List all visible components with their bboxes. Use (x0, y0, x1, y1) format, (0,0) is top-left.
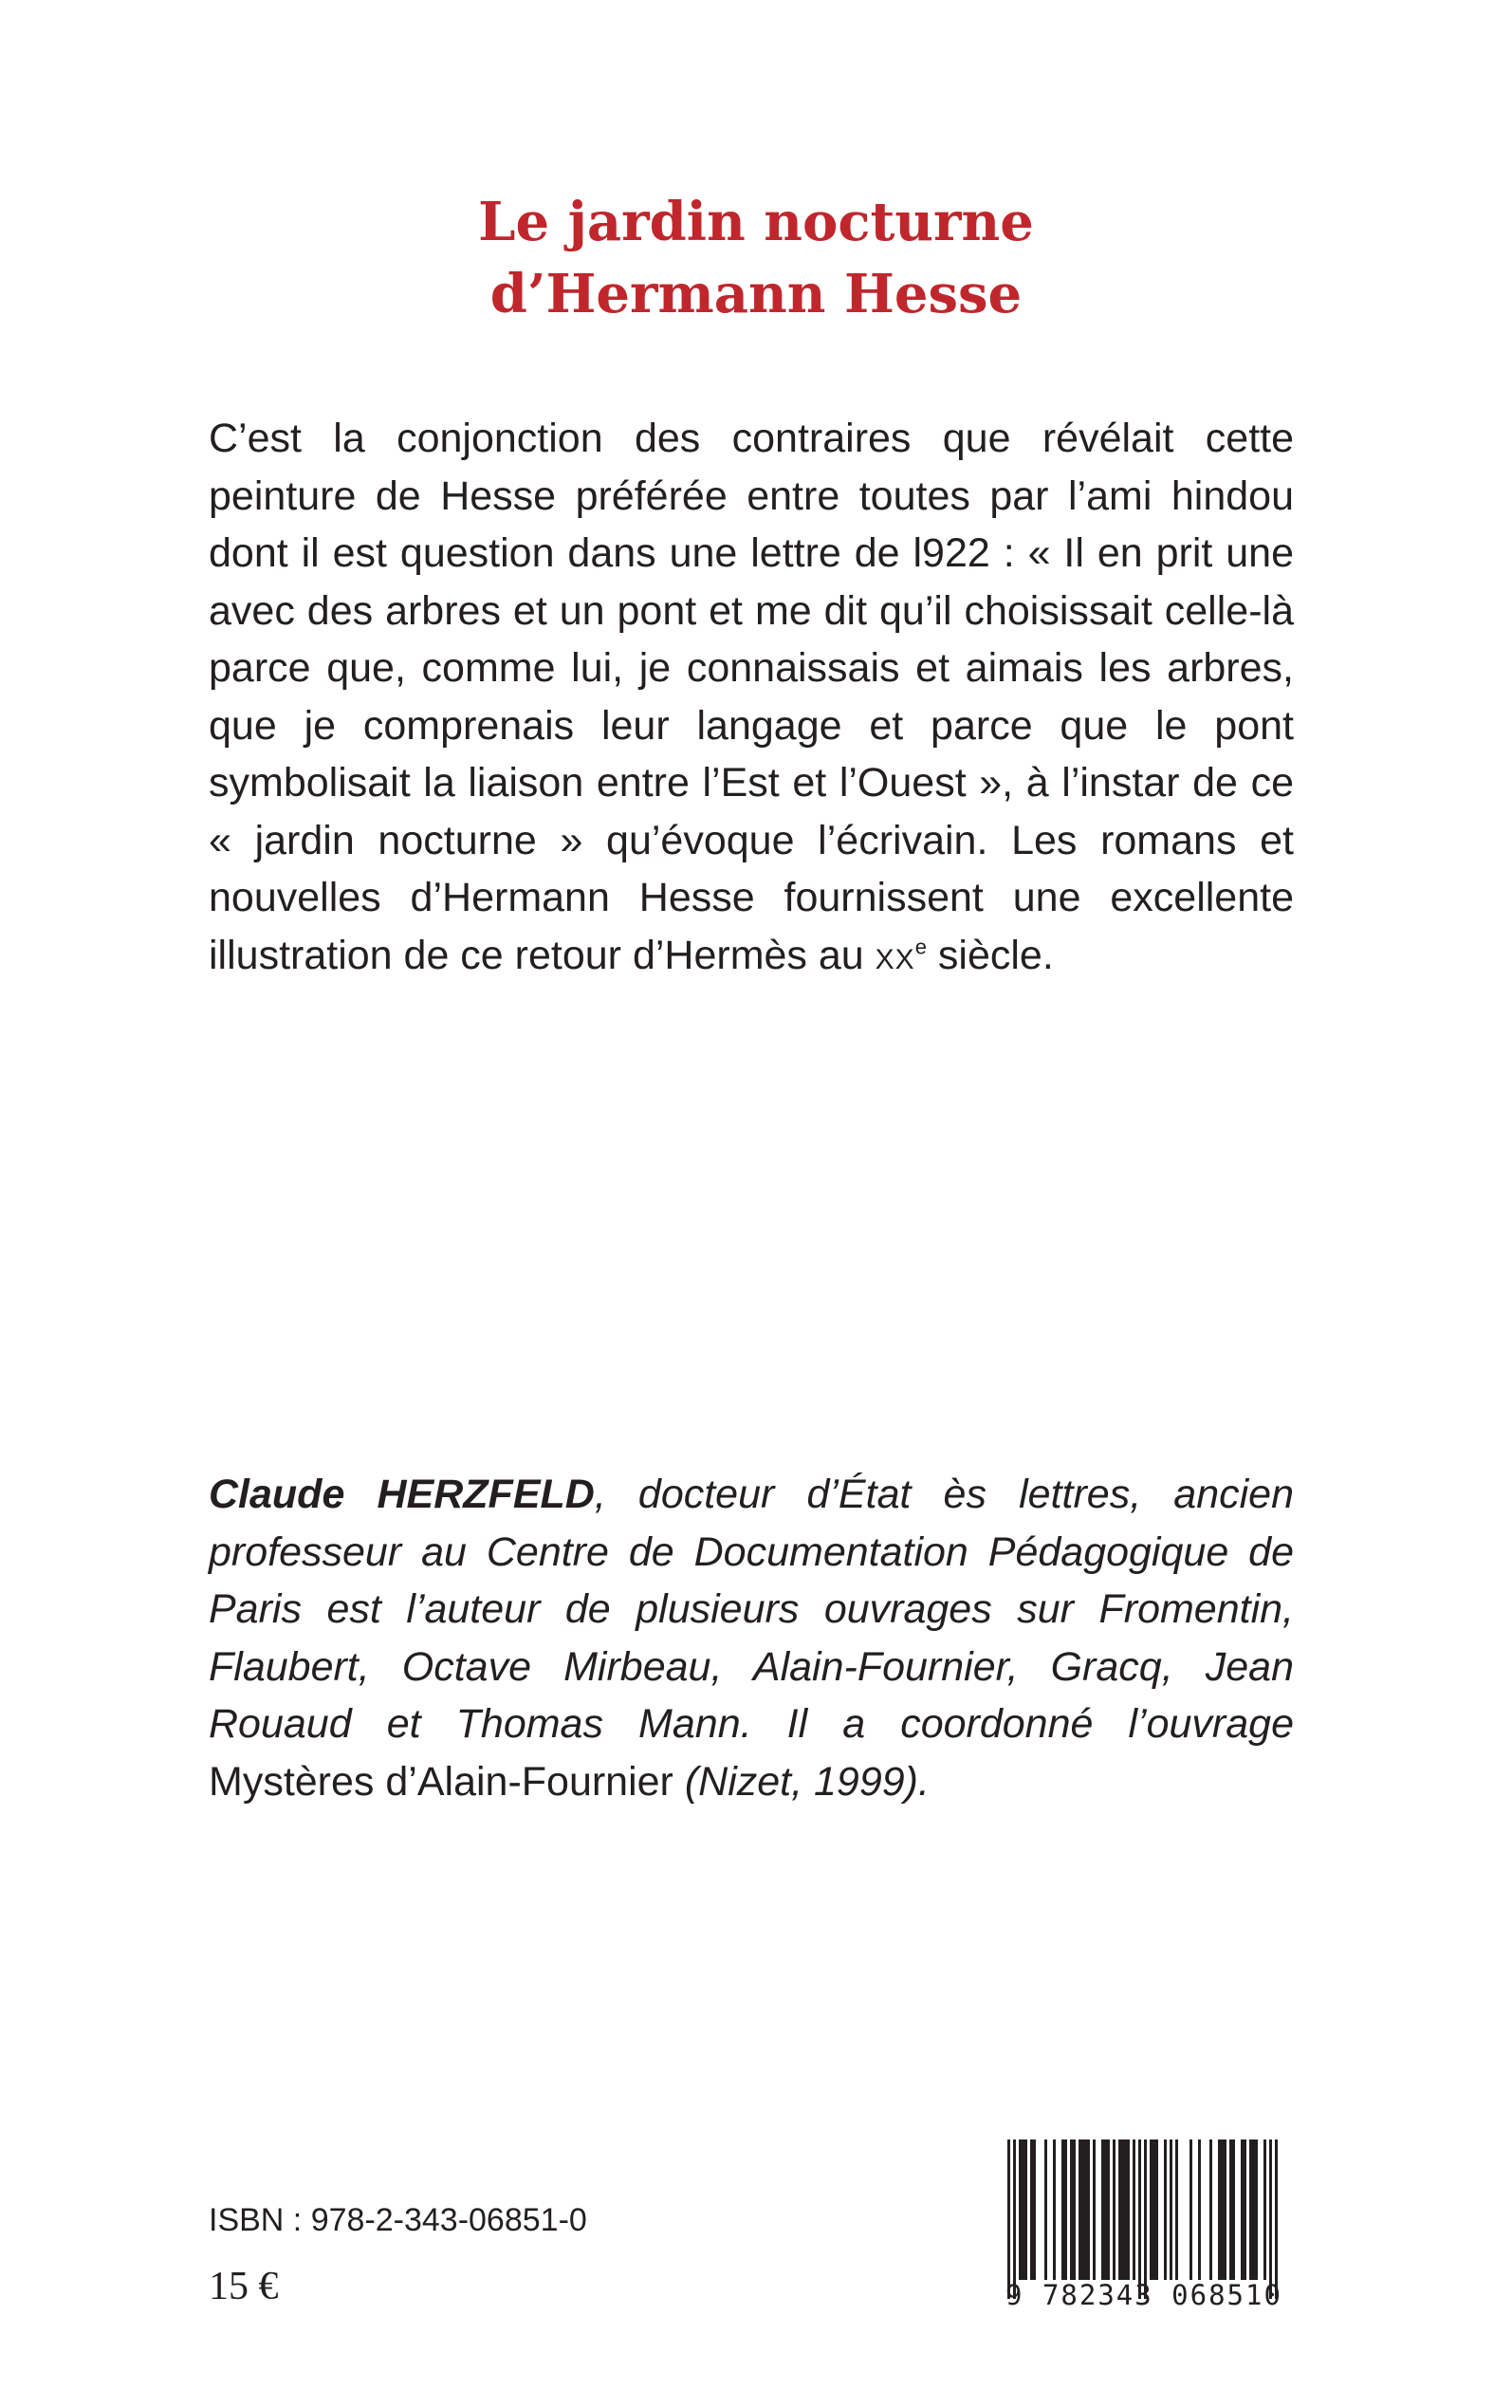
barcode-bar (1255, 2139, 1258, 2280)
barcode-bar (1144, 2139, 1147, 2299)
author-name: Claude HERZFELD (209, 1472, 595, 1517)
barcode-bar (1007, 2139, 1010, 2299)
barcode-bar (1101, 2139, 1104, 2280)
barcode-bar (1170, 2139, 1172, 2280)
barcode-bar (1229, 2139, 1232, 2280)
barcode-bar (1127, 2139, 1130, 2280)
barcode-bar (1124, 2139, 1127, 2280)
title-line-1: Le jardin nocturne (478, 191, 1034, 253)
barcode-bar (1107, 2139, 1110, 2280)
summary-text-end: siècle. (926, 932, 1054, 978)
barcode-bar (1263, 2139, 1266, 2280)
barcode-bar (1084, 2139, 1087, 2280)
barcode-bar (1030, 2139, 1033, 2280)
barcode-bar (1061, 2139, 1064, 2280)
title-line-2: d’Hermann Hesse (489, 263, 1023, 325)
barcode-bar (1241, 2139, 1244, 2280)
barcode-bar (1252, 2139, 1255, 2280)
barcode-bar (1024, 2139, 1027, 2280)
barcode-bar (1081, 2139, 1084, 2280)
barcode-bar (1104, 2139, 1107, 2280)
barcode-bar (1033, 2139, 1036, 2280)
book-reference: Mystères d’Alain-Fournier (209, 1758, 673, 1805)
barcode-bar (1064, 2139, 1067, 2280)
barcode-bar (1073, 2139, 1076, 2280)
barcode-bar (1218, 2139, 1221, 2280)
barcode-bar (1155, 2139, 1158, 2280)
barcode-bar (1053, 2139, 1056, 2280)
barcode-bar (1269, 2139, 1272, 2299)
barcode-bar (1221, 2139, 1224, 2280)
book-title (0, 186, 1512, 330)
barcode-bar (1152, 2139, 1155, 2280)
barcode-digits: 9 782343 068510 (1005, 2279, 1282, 2311)
barcode-bar (1019, 2139, 1022, 2280)
bio-text-end: (Nizet, 1999). (673, 1758, 930, 1805)
summary-text: C’est la conjonction des contraires que révélait cette peinture de Hesse préférée entre toutes par l’ami hindou dont il est question dans une lettre de l922 : « Il en prit une avec des arbres et un pont et me dit qu’il choisissait celle-là parce que, comme lui, je connaissais et aimais les arbres, que je comprenais leur langage et parce que le pont symbolisait la liaison entre l’Est et l’Ouest », à l’instar de ce « jardin nocturne » qu’évoque l’écrivain. Les romans et nouvelles d’Hermann Hesse fournissent une excellente illustration de ce retour d’Hermès au (209, 416, 1294, 978)
barcode-bar (1070, 2139, 1073, 2280)
barcode-bar (1138, 2139, 1141, 2299)
century-superscript: e (914, 935, 927, 959)
barcode-bar (1150, 2139, 1152, 2280)
barcode-bar (1209, 2139, 1212, 2280)
barcode-bar (1164, 2139, 1167, 2280)
author-bio (209, 1466, 1294, 1810)
barcode-bar (1224, 2139, 1226, 2280)
bio-text: , docteur d’État ès lettres, ancien professeur au Centre de Documentation Pédagogique de Paris est l’auteur de plusieurs ouvrages sur Fromentin, Flaubert, Octave Mirbeau, Alain-Fournier, Gracq, Jean Rouaud et Thomas Mann. Il a coordonné l’ouvrage (209, 1472, 1294, 1747)
barcode-bar (1013, 2139, 1016, 2299)
barcode-bar (1093, 2139, 1096, 2280)
barcode-bar (1087, 2139, 1090, 2280)
barcode-bar (1232, 2139, 1235, 2280)
barcode-bar (1133, 2139, 1135, 2280)
price-label: 15 € (209, 2265, 279, 2308)
barcode-bar (1244, 2139, 1246, 2280)
barcode-bar (1022, 2139, 1024, 2280)
barcode-bar (1198, 2139, 1201, 2280)
barcode-bar (1079, 2139, 1081, 2280)
book-summary (209, 410, 1294, 989)
isbn-label: ISBN : 978-2-343-06851-0 (209, 2202, 587, 2238)
barcode-bar (1189, 2139, 1192, 2280)
century-numeral: XX (875, 943, 915, 975)
barcode-bar (1175, 2139, 1178, 2280)
barcode-bar (1118, 2139, 1121, 2280)
barcode-bar (1044, 2139, 1047, 2280)
barcode-bar (1121, 2139, 1124, 2280)
barcode-bar (1113, 2139, 1116, 2280)
barcode-bar (1275, 2139, 1278, 2299)
barcode-bar (1249, 2139, 1252, 2280)
